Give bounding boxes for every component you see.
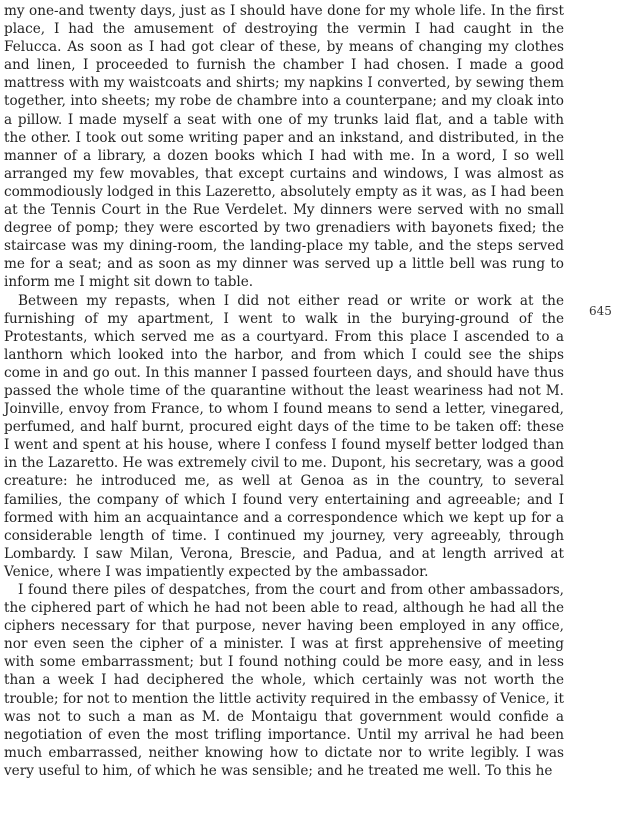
paragraph-1: my one-and twenty days, just as I should have done for my whole life. In the first place, I had the amusement of destroying the vermin I had caught in the Felucca. As soon as I had got clear of these, by means of changing my clothes and linen, I proceeded to furnish the chamber I had chosen. I made a good mattress with my waistcoats and shirts; my napkins I converted, by sewing them together, into sheets; my robe de chambre into a counterpane; and my cloak into a pillow. I made myself a seat with one of my trunks laid flat, and a table with the other. I took out some writing paper and an inkstand, and distributed, in the manner of a library, a dozen books which I had with me. In a word, I so well arranged my few movables, that except curtains and windows, I was almost as commodiously lodged in this Lazeretto, absolutely empty as it was, as I had been at the Tennis Court in the Rue Verdelet. My dinners were served with no small degree of pomp; they were escorted by two grenadiers with bayonets fixed; the staircase was my dining-room, the landing-place my table, and the steps served me for a seat; and as soon as my dinner was served up a little bell was rung to inform me I might sit down to table. (4, 3, 564, 291)
paragraph-2: Between my repasts, when I did not either read or write or work at the furnishing of my apartment, I went to walk in the burying-ground of the Protestants, which served me as a courtyard. From this place I ascended to a lanthorn which looked into the harbor, and from which I could see the ships come in and go out. In this manner I passed fourteen days, and should have thus passed the whole time of the quarantine without the least weariness had not M. Joinville, envoy from France, to whom I found means to send a letter, vinegared, perfumed, and half burnt, procured eight days of the time to be taken off: these I went and spent at his house, where I confess I found myself better lodged than in the Lazaretto. He was extremely civil to me. Dupont, his secretary, was a good creature: he introduced me, as well at Genoa as in the country, to several families, the company of which I found very entertaining and agreeable; and I formed with him an acquaintance and a correspondence which we kept up for a considerable length of time. I continued my journey, very agreeably, through Lombardy. I saw Milan, Verona, Brescie, and Padua, and at length arrived at Venice, where I was impatiently expected by the ambassador. (4, 292, 564, 580)
paragraph-3: I found there piles of despatches, from the court and from other ambassadors, the ciphered part of which he had not been able to read, although he had all the ciphers necessary for that purpose, never having been employed in any office, nor even seen the cipher of a minister. I was at first apprehensive of meeting with some embarrassment; but I found nothing could be more easy, and in less than a week I had deciphered the whole, which certainly was not worth the trouble; for not to mention the little activity required in the embassy of Venice, it was not to such a man as M. de Montaigu that government would confide a negotiation of even the most trifling importance. Until my arrival he had been much embarrassed, neither knowing how to dictate nor to write legibly. I was very useful to him, of which he was sensible; and he treated me well. To this he (4, 582, 564, 779)
body-text (4, 2, 564, 780)
page-number: 645 (589, 304, 612, 318)
